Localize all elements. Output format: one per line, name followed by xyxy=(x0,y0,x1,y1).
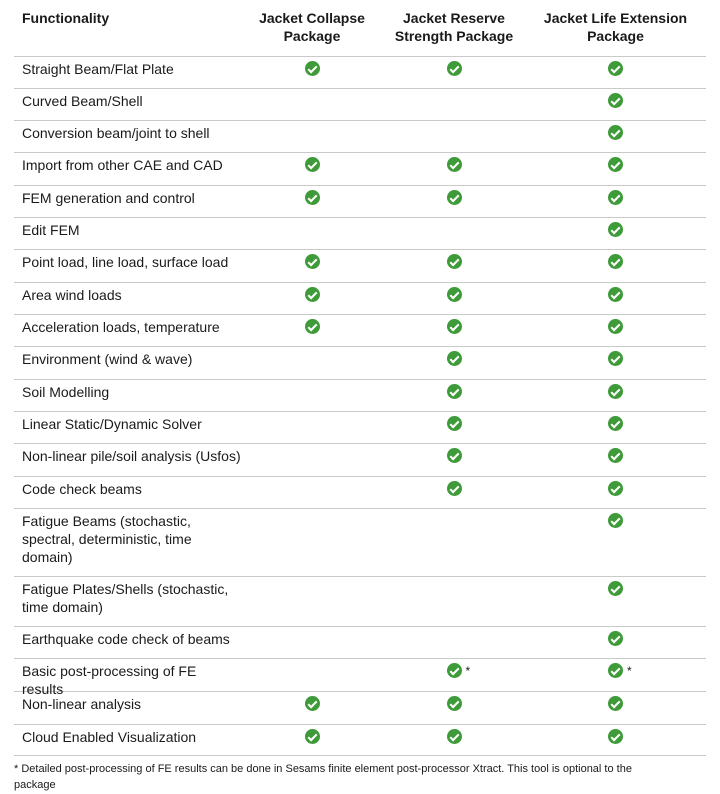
table-row xyxy=(14,477,706,509)
check-circle-icon xyxy=(305,157,320,172)
row-cell-2 xyxy=(383,89,525,120)
footnote-marker: * xyxy=(465,664,471,678)
header-jacket-reserve-strength: Jacket Reserve Strength Package xyxy=(394,10,514,44)
check-circle-icon xyxy=(608,222,623,237)
check-circle-icon xyxy=(305,287,320,302)
table-row xyxy=(14,283,706,315)
row-cell-1 xyxy=(241,250,383,282)
check-circle-icon xyxy=(608,190,623,205)
row-cell-2 xyxy=(383,380,525,411)
row-label: Code check beams xyxy=(22,481,142,497)
table-row xyxy=(14,315,706,347)
row-cell-3 xyxy=(525,509,706,576)
footnote-marker: * xyxy=(627,664,632,678)
check-circle-icon xyxy=(608,319,623,334)
row-label: Curved Beam/Shell xyxy=(22,93,143,109)
check-circle-icon xyxy=(447,481,462,496)
row-label: Earthquake code check of beams xyxy=(22,631,230,647)
table-row xyxy=(14,89,706,121)
row-cell-1 xyxy=(241,380,383,411)
check-circle-icon xyxy=(608,287,623,302)
table-row xyxy=(14,627,706,659)
row-cell-1 xyxy=(241,477,383,508)
row-label: Non-linear analysis xyxy=(22,696,142,712)
row-cell-2 xyxy=(383,444,525,476)
check-circle-icon xyxy=(608,351,623,366)
check-circle-icon xyxy=(608,254,623,269)
row-cell-2 xyxy=(383,315,525,346)
row-cell-2 xyxy=(383,186,525,217)
row-cell-1 xyxy=(241,153,383,185)
row-cell-3 xyxy=(525,57,706,88)
row-cell-1 xyxy=(241,89,383,120)
row-cell-1 xyxy=(241,121,383,152)
check-circle-icon xyxy=(305,190,320,205)
check-circle-icon xyxy=(608,416,623,431)
row-label: FEM generation and control xyxy=(22,190,195,206)
check-circle-icon xyxy=(447,663,462,678)
row-cell-3 xyxy=(525,218,706,249)
row-cell-3 xyxy=(525,692,706,724)
table-row xyxy=(14,692,706,725)
row-cell-1 xyxy=(241,186,383,217)
row-cell-1 xyxy=(241,509,383,576)
row-label: Environment (wind & wave) xyxy=(22,351,193,367)
header-functionality: Functionality xyxy=(22,10,110,26)
row-cell-2 xyxy=(383,412,525,443)
row-cell-2 xyxy=(383,577,525,626)
row-label: Basic post-processing of FE results xyxy=(22,663,197,697)
row-label: Straight Beam/Flat Plate xyxy=(22,61,174,77)
row-cell-1 xyxy=(241,347,383,379)
row-cell-3 xyxy=(525,347,706,379)
row-cell-3 xyxy=(525,186,706,217)
footnote: * Detailed post-processing of FE results can be done in Sesams finite element post-processor Xtract. This tool is optional to the package xyxy=(14,763,632,791)
row-cell-1 xyxy=(241,444,383,476)
row-cell-3 xyxy=(525,659,706,691)
check-circle-icon xyxy=(447,729,462,744)
table-row xyxy=(14,347,706,380)
table-row xyxy=(14,444,706,477)
check-circle-icon xyxy=(447,319,462,334)
row-cell-3 xyxy=(525,477,706,508)
check-circle-icon xyxy=(447,254,462,269)
check-circle-icon xyxy=(608,663,623,678)
row-label: Edit FEM xyxy=(22,222,80,238)
table-row xyxy=(14,186,706,218)
row-cell-1 xyxy=(241,218,383,249)
row-cell-2 xyxy=(383,57,525,88)
table-row xyxy=(14,577,706,627)
table-row xyxy=(14,509,706,577)
header-jacket-life-extension: Jacket Life Extension Package xyxy=(543,10,688,44)
row-cell-1 xyxy=(241,627,383,658)
check-circle-icon xyxy=(608,93,623,108)
row-label: Acceleration loads, temperature xyxy=(22,319,220,335)
check-circle-icon xyxy=(447,287,462,302)
row-label: Fatigue Beams (stochastic, spectral, deterministic, time domain) xyxy=(22,513,192,565)
table-row xyxy=(14,659,706,697)
row-label: Area wind loads xyxy=(22,287,122,303)
check-circle-icon xyxy=(608,448,623,463)
row-cell-2 xyxy=(383,347,525,379)
table-body xyxy=(14,57,706,756)
row-cell-3 xyxy=(525,725,706,755)
row-label: Import from other CAE and CAD xyxy=(22,157,223,173)
row-cell-3 xyxy=(525,283,706,314)
check-circle-icon xyxy=(447,351,462,366)
check-circle-icon xyxy=(608,696,623,711)
row-cell-2 xyxy=(383,250,525,282)
row-cell-2 xyxy=(383,509,525,576)
row-cell-1 xyxy=(241,659,383,691)
row-cell-2 xyxy=(383,477,525,508)
row-label: Conversion beam/joint to shell xyxy=(22,125,210,141)
table-row xyxy=(14,218,706,250)
row-label: Fatigue Plates/Shells (stochastic, time domain) xyxy=(22,581,229,615)
row-cell-1 xyxy=(241,692,383,724)
check-circle-icon xyxy=(608,384,623,399)
check-circle-icon xyxy=(305,319,320,334)
row-cell-3 xyxy=(525,250,706,282)
check-circle-icon xyxy=(447,448,462,463)
check-circle-icon xyxy=(608,631,623,646)
table-header-row xyxy=(14,0,706,57)
row-cell-3 xyxy=(525,627,706,658)
row-cell-2 xyxy=(383,121,525,152)
row-cell-1 xyxy=(241,283,383,314)
row-cell-2 xyxy=(383,627,525,658)
row-cell-3 xyxy=(525,577,706,626)
table-row xyxy=(14,250,706,283)
table-row xyxy=(14,57,706,89)
row-cell-3 xyxy=(525,121,706,152)
check-circle-icon xyxy=(447,61,462,76)
row-cell-2 xyxy=(383,283,525,314)
row-cell-2 xyxy=(383,725,525,755)
check-circle-icon xyxy=(608,61,623,76)
table-row xyxy=(14,121,706,153)
check-circle-icon xyxy=(608,513,623,528)
row-cell-3 xyxy=(525,89,706,120)
check-circle-icon xyxy=(447,416,462,431)
row-label: Point load, line load, surface load xyxy=(22,254,229,270)
check-circle-icon xyxy=(305,696,320,711)
check-circle-icon xyxy=(305,61,320,76)
row-cell-1 xyxy=(241,315,383,346)
row-label: Cloud Enabled Visualization xyxy=(22,729,197,745)
row-cell-1 xyxy=(241,412,383,443)
row-label: Non-linear pile/soil analysis (Usfos) xyxy=(22,448,241,464)
row-cell-1 xyxy=(241,57,383,88)
row-cell-1 xyxy=(241,725,383,755)
check-circle-icon xyxy=(447,696,462,711)
row-cell-2 xyxy=(383,692,525,724)
check-circle-icon xyxy=(447,384,462,399)
row-cell-2 xyxy=(383,659,525,691)
check-circle-icon xyxy=(608,481,623,496)
row-cell-3 xyxy=(525,153,706,185)
row-cell-3 xyxy=(525,380,706,411)
functionality-table xyxy=(14,0,706,756)
table-row xyxy=(14,725,706,756)
table-row xyxy=(14,380,706,412)
check-circle-icon xyxy=(608,581,623,596)
check-circle-icon xyxy=(447,157,462,172)
check-circle-icon xyxy=(608,125,623,140)
check-circle-icon xyxy=(305,729,320,744)
check-circle-icon xyxy=(608,157,623,172)
check-circle-icon xyxy=(305,254,320,269)
row-label: Linear Static/Dynamic Solver xyxy=(22,416,202,432)
row-cell-1 xyxy=(241,577,383,626)
row-cell-2 xyxy=(383,153,525,185)
row-cell-3 xyxy=(525,315,706,346)
check-circle-icon xyxy=(447,190,462,205)
row-cell-3 xyxy=(525,412,706,443)
table-row xyxy=(14,153,706,186)
check-circle-icon xyxy=(608,729,623,744)
table-row xyxy=(14,412,706,444)
row-cell-3 xyxy=(525,444,706,476)
header-jacket-collapse: Jacket Collapse Package xyxy=(259,10,365,44)
row-label: Soil Modelling xyxy=(22,384,110,400)
row-cell-2 xyxy=(383,218,525,249)
